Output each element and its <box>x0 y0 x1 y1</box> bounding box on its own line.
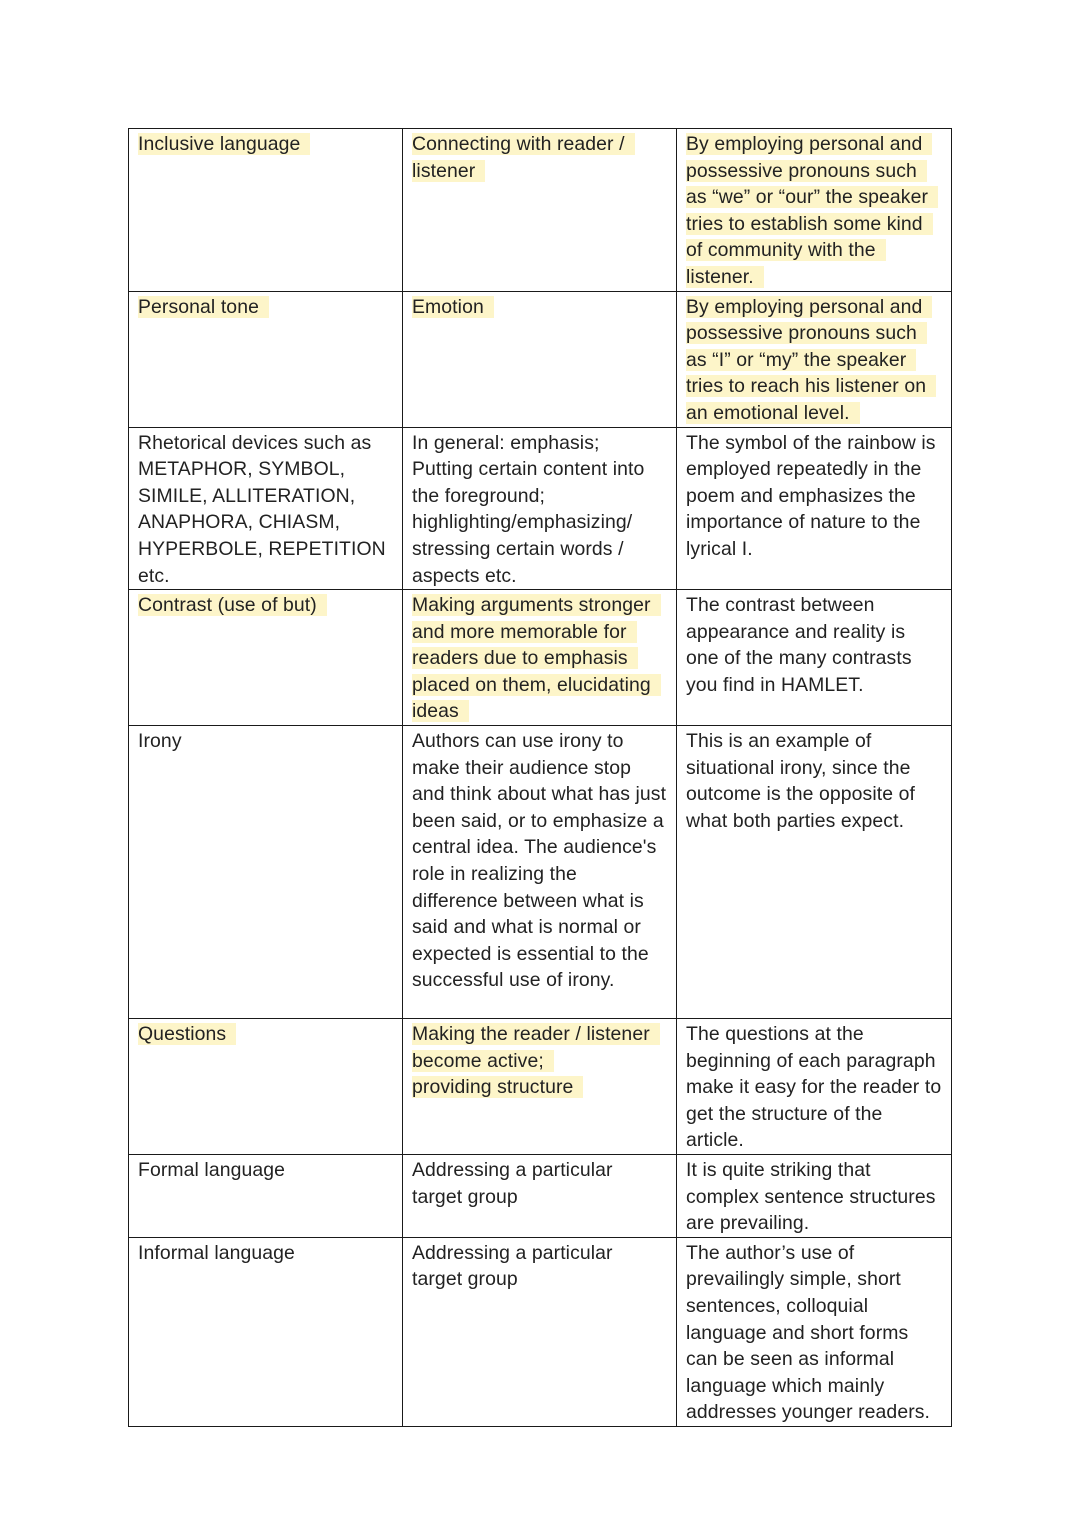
device-cell <box>129 1019 403 1155</box>
function-cell <box>403 427 677 590</box>
example-cell <box>677 129 952 292</box>
example-cell <box>677 1155 952 1238</box>
table-row <box>129 129 952 292</box>
example-cell <box>677 1019 952 1155</box>
device-text: Questions <box>138 1023 236 1045</box>
example-cell <box>677 590 952 726</box>
table-row <box>129 1019 952 1155</box>
function-text: In general: emphasis; Putting certain content into the foreground; highlighting/emphasizing/ stressing certain words / aspects etc. <box>412 431 645 587</box>
example-text: This is an example of situational irony, since the outcome is the opposite of what both parties expect. <box>686 730 915 832</box>
example-text: The contrast between appearance and reality is one of the many contrasts you find in HAMLET. <box>686 594 912 696</box>
function-cell <box>403 129 677 292</box>
table-row <box>129 1237 952 1426</box>
function-text: Emotion <box>412 296 494 318</box>
device-cell <box>129 590 403 726</box>
device-text: Personal tone <box>138 296 269 318</box>
function-cell <box>403 726 677 1019</box>
example-text: The author’s use of prevailingly simple, short sentences, colloquial language and short forms can be seen as informal language which mainly addresses younger readers. <box>686 1241 931 1424</box>
example-cell <box>677 1237 952 1426</box>
example-text: It is quite striking that complex sentence structures are prevailing. <box>686 1159 936 1235</box>
device-cell <box>129 1237 403 1426</box>
function-cell <box>403 590 677 726</box>
device-cell <box>129 1155 403 1238</box>
device-text: Formal language <box>138 1159 286 1182</box>
example-cell <box>677 291 952 427</box>
example-text: The questions at the beginning of each paragraph make it easy for the reader to get the structure of the article. <box>686 1023 942 1152</box>
example-cell <box>677 726 952 1019</box>
function-text: Making arguments stronger and more memorable for readers due to emphasis placed on them, elucidating ideas <box>412 594 661 722</box>
device-text: Irony <box>138 730 182 753</box>
function-text: Addressing a particular target group <box>412 1241 613 1291</box>
device-text: Rhetorical devices such as METAPHOR, SYMBOL, SIMILE, ALLITERATION, ANAPHORA, CHIASM, HYPERBOLE, REPETITION etc. <box>138 431 386 587</box>
example-cell <box>677 427 952 590</box>
table-row <box>129 726 952 1019</box>
table-row <box>129 1155 952 1238</box>
device-text: Inclusive language <box>138 133 310 155</box>
function-text: Authors can use irony to make their audience stop and think about what has just been said, or to emphasize a central idea. The audience's role in realizing the difference between what is said and what is normal or expected is essential to the successful use of irony. <box>412 730 667 992</box>
function-cell <box>403 1019 677 1155</box>
function-cell <box>403 291 677 427</box>
function-text: Addressing a particular target group <box>412 1159 613 1208</box>
table-row <box>129 590 952 726</box>
device-cell <box>129 726 403 1019</box>
device-cell <box>129 129 403 292</box>
function-cell <box>403 1237 677 1426</box>
device-cell <box>129 427 403 590</box>
function-text: Making the reader / listener become active; providing structure <box>412 1023 660 1098</box>
function-cell <box>403 1155 677 1238</box>
device-text: Informal language <box>138 1241 295 1264</box>
function-text: Connecting with reader / listener <box>412 133 635 182</box>
example-text: The symbol of the rainbow is employed repeatedly in the poem and emphasizes the importance of nature to the lyrical I. <box>686 431 936 560</box>
example-text: By employing personal and possessive pronouns such as “we” or “our” the speaker tries to establish some kind of community with the listener. <box>686 133 938 288</box>
table-row <box>129 291 952 427</box>
device-cell <box>129 291 403 427</box>
rhetorical-devices-table <box>128 128 952 1427</box>
device-text: Contrast (use of but) <box>138 594 327 616</box>
table-row <box>129 427 952 590</box>
example-text: By employing personal and possessive pronouns such as “I” or “my” the speaker tries to reach his listener on an emotional level. <box>686 296 936 424</box>
